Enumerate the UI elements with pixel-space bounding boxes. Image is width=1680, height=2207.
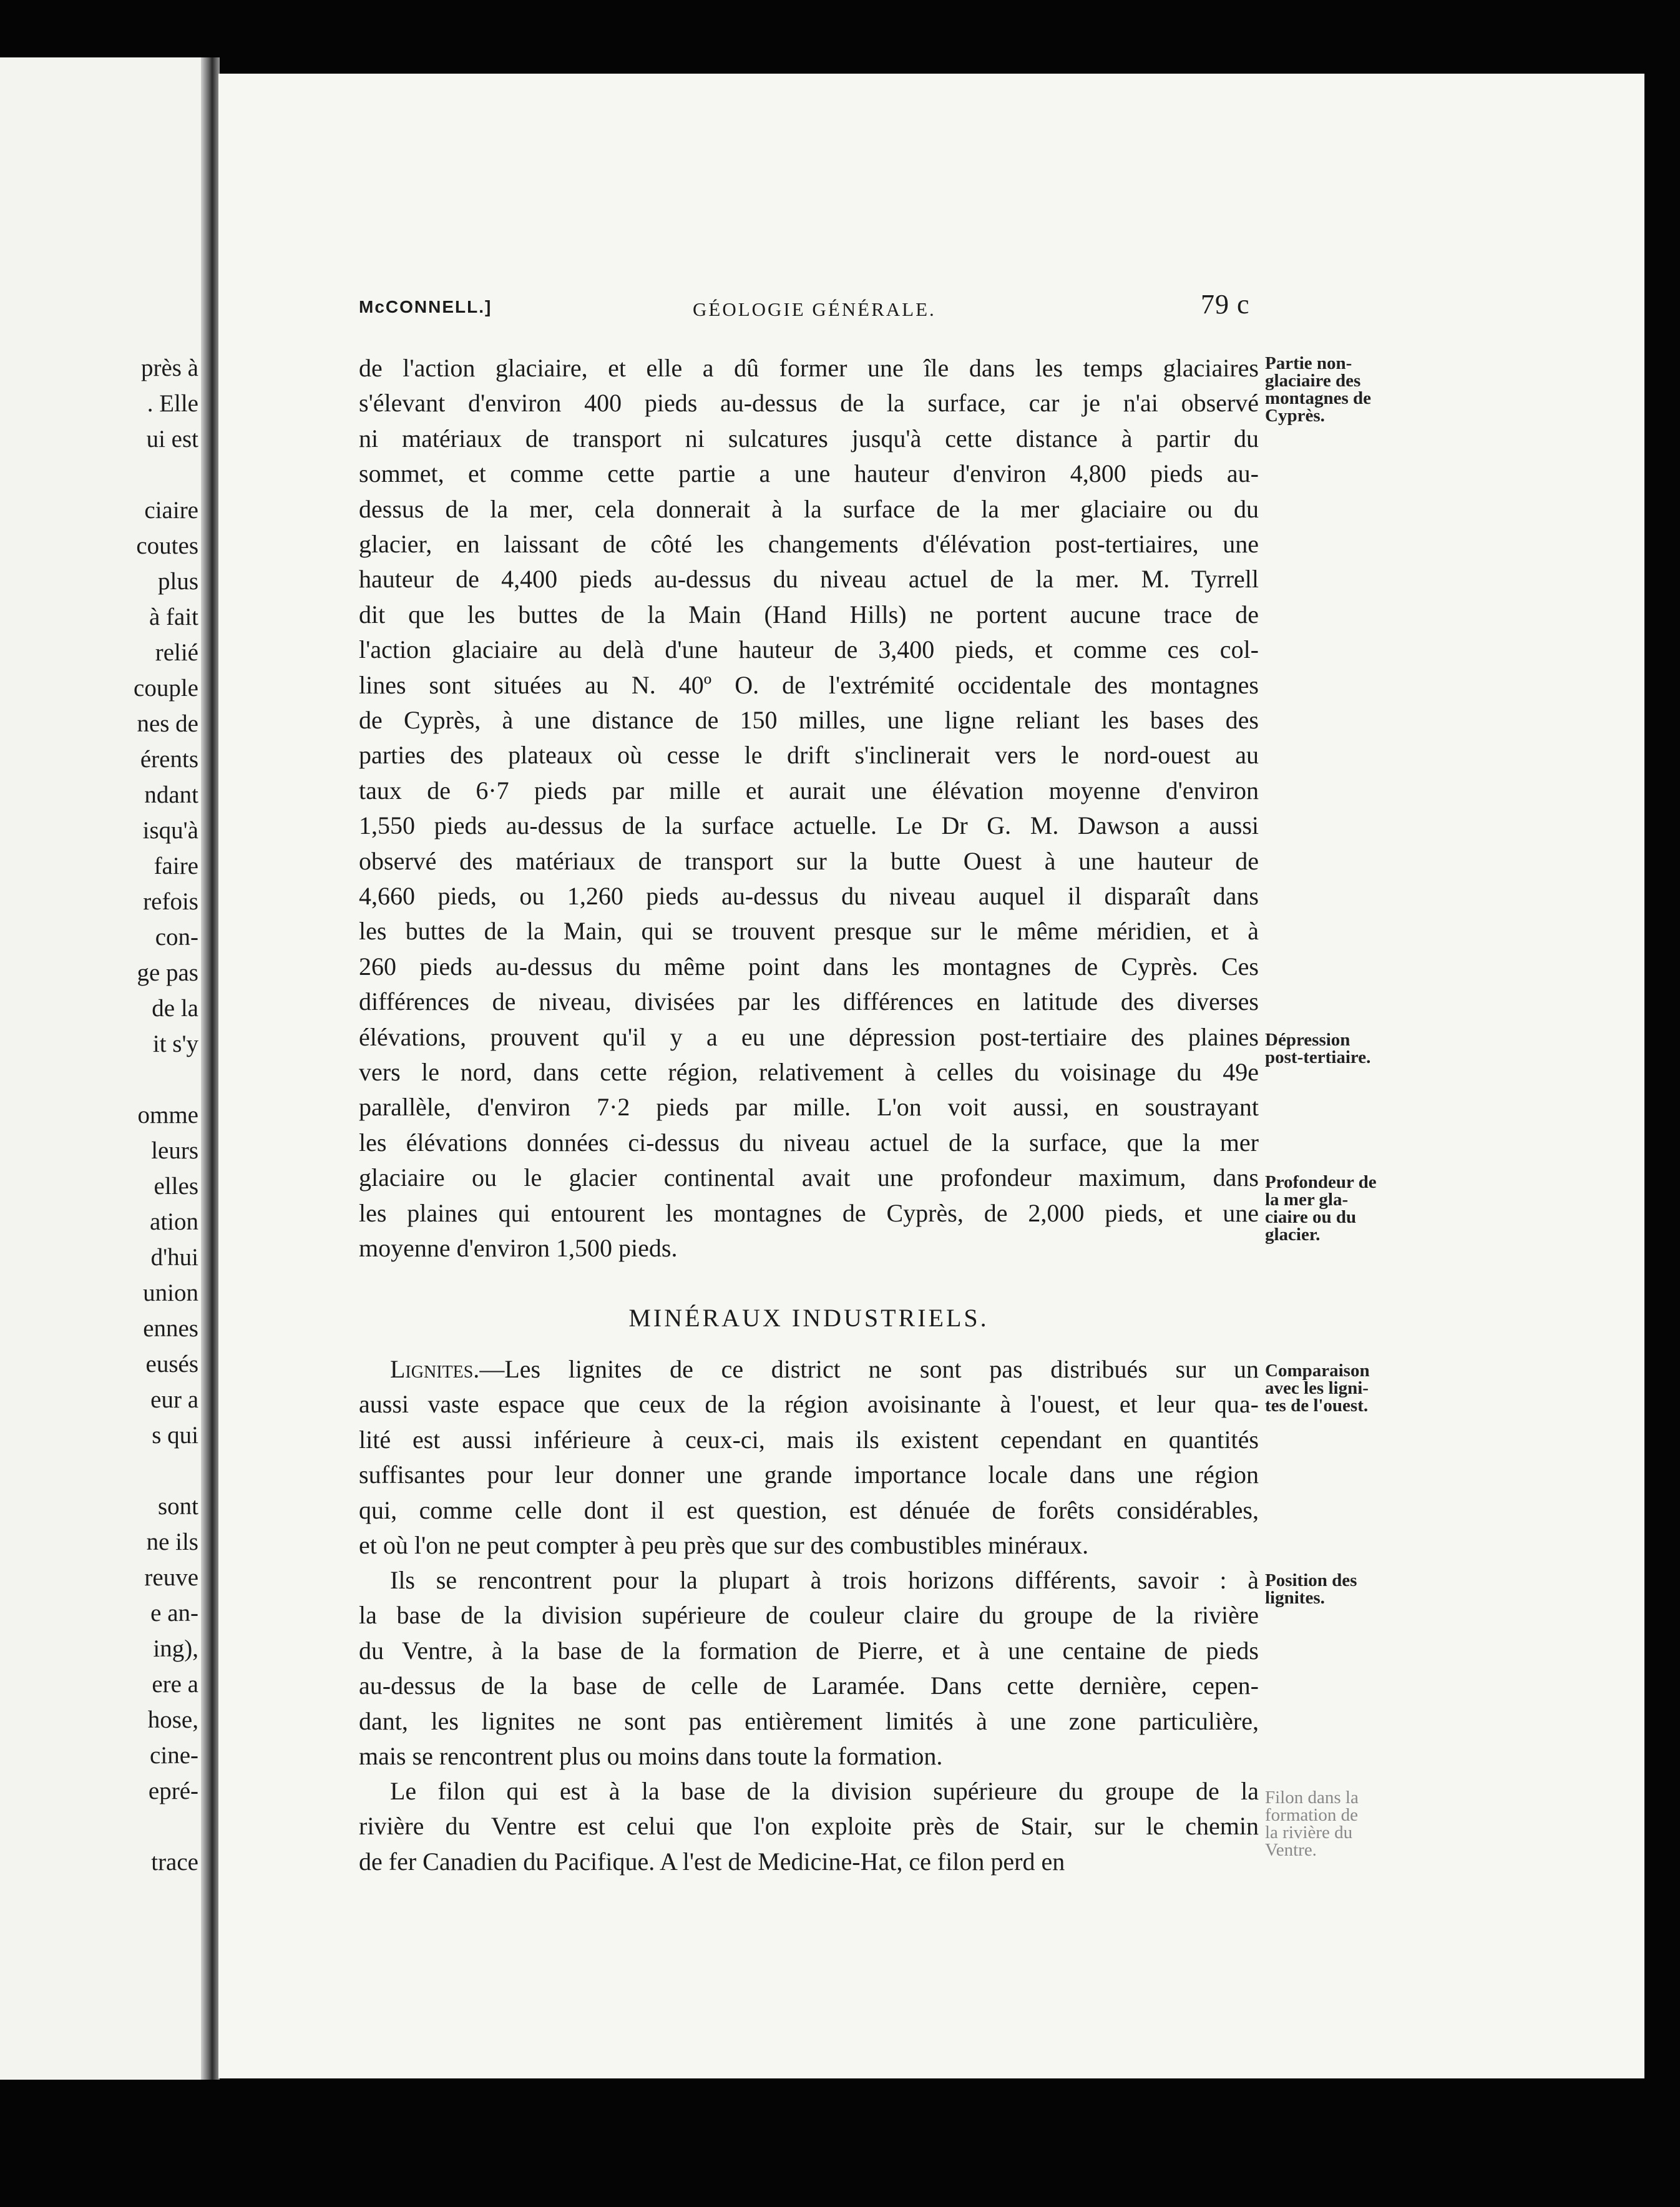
left-page-fragment: ui est <box>146 426 198 453</box>
left-page-fragment: isqu'à <box>142 817 198 844</box>
margin-note-line: glaciaire des <box>1265 371 1361 391</box>
text-line: les élévations données ci-dessus du niveau actuel de la surface, que la mer <box>359 1128 1259 1157</box>
text-line: dit que les buttes de la Main (Hand Hills) ne portent aucune trace de <box>359 600 1259 629</box>
margin-note <box>1265 1362 1421 1414</box>
left-page-fragment: con- <box>155 924 198 951</box>
text-line: glacier, en laissant de côté les changements d'élévation post-tertiaires, une <box>359 530 1259 558</box>
margin-note-line: tes de l'ouest. <box>1265 1396 1369 1416</box>
text-line: taux de 6·7 pieds par mille et aurait une élévation moyenne d'environ <box>359 776 1259 805</box>
left-page-fragment: ing), <box>153 1635 198 1662</box>
margin-note-line: Ventre. <box>1265 1840 1317 1860</box>
left-page-fragment: reuve <box>144 1564 198 1591</box>
text-line-rest: —Les lignites de ce district ne sont pas distribués sur un <box>479 1355 1259 1383</box>
text-line: et où l'on ne peut compter à peu près que sur des combustibles minéraux. <box>359 1531 1089 1559</box>
left-page-fragment: faire <box>154 853 198 879</box>
left-page-fragment: refois <box>143 888 198 915</box>
text-line: du Ventre, à la base de la formation de Pierre, et à une centaine de pieds <box>359 1636 1259 1665</box>
text-line: au-dessus de la base de celle de Laramée. Dans cette dernière, cepen- <box>359 1671 1259 1700</box>
left-page-fragment: couple <box>134 675 198 702</box>
margin-note-line: Cyprès. <box>1265 406 1325 426</box>
left-page <box>0 57 206 2080</box>
text-line <box>390 1352 1259 1387</box>
text-line: lines sont situées au N. 40º O. de l'extrémité occidentale des montagnes <box>359 670 1259 699</box>
margin-note-line: glacier. <box>1265 1225 1321 1245</box>
text-line: vers le nord, dans cette région, relativement à celles du voisinage du 49e <box>359 1058 1259 1086</box>
text-line: parties des plateaux où cesse le drift s'inclinerait vers le nord-ouest au <box>359 741 1259 770</box>
text-line: s'élevant d'environ 400 pieds au-dessus de la surface, car je n'ai observé <box>359 389 1259 418</box>
margin-note-line: formation de <box>1265 1805 1358 1825</box>
margin-note-line: ciaire ou du <box>1265 1207 1357 1227</box>
text-line: hauteur de 4,400 pieds au-dessus du niveau actuel de la mer. M. Tyrrell <box>359 565 1259 594</box>
text-line: de Cyprès, à une distance de 150 milles, une ligne reliant les bases des <box>359 706 1259 734</box>
left-page-fragment: ation <box>150 1208 198 1235</box>
left-page-fragment: eusés <box>145 1351 198 1378</box>
margin-note-line: Profondeur de <box>1265 1172 1377 1192</box>
text-line: lité est aussi inférieure à ceux-ci, mais ils existent cependant en quantités <box>359 1425 1259 1454</box>
margin-note-line: la rivière du <box>1265 1823 1353 1842</box>
left-page-fragment: de la <box>152 995 198 1022</box>
left-page-fragment: relié <box>155 639 198 666</box>
text-line: l'action glaciaire au delà d'une hauteur de 3,400 pieds, et comme ces col- <box>359 635 1259 664</box>
running-header-title: GÉOLOGIE GÉNÉRALE. <box>693 298 936 320</box>
left-page-fragment: ciaire <box>144 497 198 524</box>
left-page-fragment: elles <box>154 1173 198 1200</box>
left-page-fragment: epré- <box>148 1778 198 1804</box>
text-line: la base de la division supérieure de couleur claire du groupe de la rivière <box>359 1601 1259 1630</box>
left-page-fragment: ge pas <box>137 959 198 986</box>
left-page-fragment: trace <box>151 1849 198 1876</box>
text-line: élévations, prouvent qu'il y a eu une dépression post-tertiaire des plaines <box>359 1022 1259 1051</box>
left-page-fragment: omme <box>137 1102 198 1128</box>
margin-note-line: Dépression <box>1265 1030 1350 1050</box>
text-line: Le filon qui est à la base de la division supérieure du groupe de la <box>390 1777 1259 1805</box>
left-page-fragment: ennes <box>143 1315 198 1342</box>
left-page-fragment: union <box>143 1280 198 1306</box>
left-page-fragment: plus <box>157 568 198 595</box>
text-line: mais se rencontrent plus ou moins dans toute la formation. <box>359 1742 943 1770</box>
text-line: différences de niveau, divisées par les différences en latitude des diverses <box>359 987 1259 1016</box>
text-line: suffisantes pour leur donner une grande importance locale dans une région <box>359 1461 1259 1489</box>
text-line: moyenne d'environ 1,500 pieds. <box>359 1234 678 1262</box>
text-line: 1,550 pieds au-dessus de la surface actuelle. Le Dr G. M. Dawson a aussi <box>359 811 1259 840</box>
left-page-fragment: d'hui <box>150 1244 198 1271</box>
left-page-fragment: ere a <box>152 1671 198 1698</box>
section-heading: MINÉRAUX INDUSTRIELS. <box>628 1304 989 1332</box>
left-page-fragment: érents <box>140 746 198 773</box>
left-page-fragment: nes de <box>137 710 198 737</box>
left-page-fragment: coutes <box>136 532 198 559</box>
margin-note <box>1265 1789 1421 1859</box>
text-line: sommet, et comme cette partie a une hauteur d'environ 4,800 pieds au- <box>359 459 1259 488</box>
margin-note-line: Partie non- <box>1265 353 1352 373</box>
margin-note <box>1265 1031 1421 1066</box>
left-page-fragment: à fait <box>149 604 198 630</box>
text-line: les buttes de la Main, qui se trouvent presque sur le même méridien, et à <box>359 917 1259 946</box>
left-page-fragment: it s'y <box>152 1030 198 1057</box>
left-page-fragment: ndant <box>144 781 198 808</box>
margin-note-line: Comparaison <box>1265 1361 1370 1381</box>
left-page-fragment: e an- <box>150 1600 198 1627</box>
text-line: parallèle, d'environ 7·2 pieds par mille. L'on voit aussi, en soustrayant <box>359 1093 1259 1122</box>
margin-note-line: Position des <box>1265 1570 1357 1590</box>
text-line: de l'action glaciaire, et elle a dû former une île dans les temps glaciaires <box>359 354 1259 382</box>
text-line: ni matériaux de transport ni sulcatures jusqu'à cette distance à partir du <box>359 424 1259 453</box>
margin-note <box>1265 1173 1421 1243</box>
page-number: 79 c <box>1201 289 1250 320</box>
left-page-fragment: sont <box>157 1493 198 1520</box>
left-page-fragment: s qui <box>152 1422 198 1449</box>
text-line: dant, les lignites ne sont pas entièrement limités à une zone particulière, <box>359 1706 1259 1735</box>
margin-note <box>1265 355 1421 424</box>
paragraph-lead: Lignites. <box>390 1355 480 1383</box>
text-line: dessus de la mer, cela donnerait à la surface de la mer glaciaire ou du <box>359 494 1259 523</box>
left-page-fragment: hose, <box>147 1706 198 1733</box>
text-line: 4,660 pieds, ou 1,260 pieds au-dessus du niveau auquel il disparaît dans <box>359 882 1259 910</box>
text-line: rivière du Ventre est celui que l'on exploite près de Stair, sur le chemin <box>359 1812 1259 1841</box>
left-page-fragment: leurs <box>151 1137 198 1164</box>
text-line: qui, comme celle dont il est question, est dénuée de forêts considérables, <box>359 1495 1259 1524</box>
margin-note <box>1265 1572 1421 1607</box>
left-page-fragment: près à <box>140 355 198 381</box>
margin-note-line: la mer gla- <box>1265 1190 1349 1210</box>
text-line: glaciaire ou le glacier continental avait une profondeur maximum, dans <box>359 1163 1259 1192</box>
margin-note-line: Filon dans la <box>1265 1788 1359 1808</box>
left-page-fragment: cine- <box>150 1742 198 1769</box>
text-line: les plaines qui entourent les montagnes de Cyprès, de 2,000 pieds, et une <box>359 1198 1259 1227</box>
margin-note-line: avec les ligni- <box>1265 1378 1369 1398</box>
left-page-fragment: eur a <box>150 1386 198 1413</box>
margin-note-line: lignites. <box>1265 1588 1325 1608</box>
text-line: Ils se rencontrent pour la plupart à trois horizons différents, savoir : à <box>390 1566 1259 1594</box>
text-line: de fer Canadien du Pacifique. A l'est de Medicine-Hat, ce filon perd en <box>359 1847 1065 1876</box>
text-line: aussi vaste espace que ceux de la région avoisinante à l'ouest, et leur qua- <box>359 1390 1259 1419</box>
margin-note-line: montagnes de <box>1265 388 1371 408</box>
text-line: 260 pieds au-dessus du même point dans les montagnes de Cyprès. Ces <box>359 952 1259 981</box>
text-line: observé des matériaux de transport sur la butte Ouest à une hauteur de <box>359 846 1259 875</box>
left-page-fragment: ne ils <box>146 1529 198 1555</box>
margin-note-line: post-tertiaire. <box>1265 1047 1371 1067</box>
running-header-author: McCONNELL.] <box>359 297 492 316</box>
book-gutter <box>201 57 220 2080</box>
left-page-fragment: . Elle <box>147 390 198 417</box>
